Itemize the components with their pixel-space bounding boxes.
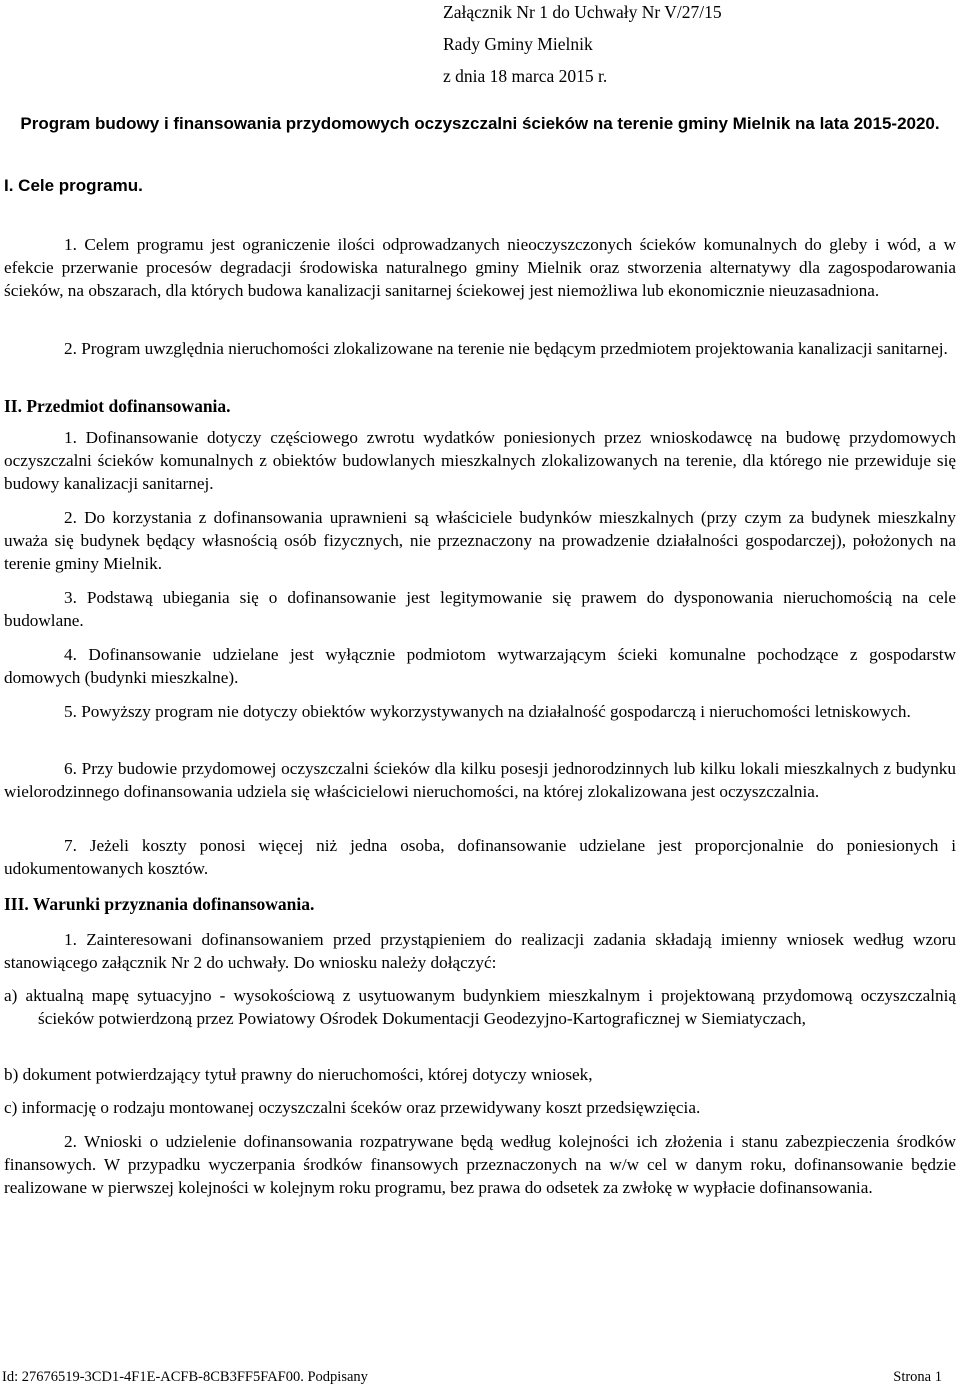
section-3-paragraph-1: 1. Zainteresowani dofinansowaniem przed przystąpieniem do realizacji zadania składają imienny wniosek według wzoru stanowiącego załącznik Nr 2 do uchwały. Do wniosku należy dołączyć: xyxy=(4,930,956,972)
section-2-heading: II. Przedmiot dofinansowania. xyxy=(4,396,231,416)
section-1-paragraph-1: 1. Celem programu jest ograniczenie ilości odprowadzanych nieoczyszczonych ścieków komunalnych do gleby i wód, a w efekcie przerwanie procesów degradacji środowiska naturalnego gminy Mielnik oraz stworzenia alternatywy dla zagospodarowania ścieków, na obszarach, dla których budowa kanalizacji sanitarnej ściekowej jest niemożliwa lub ekonomicznie nieuzasadniona. xyxy=(4,235,956,300)
requirement-item-a: a) aktualną mapę sytuacyjno - wysokościową z usytuowanym budynkiem mieszkalnym i projektowaną przydomową oczyszczalnią ścieków potwierdzoną przez Powiatowy Ośrodek Dokumentacji Geodezyjno-Kartograficznej w Siemiatyczach, xyxy=(4,986,956,1028)
section-1-heading: I. Cele programu. xyxy=(4,176,143,195)
section-2-paragraph-4: 4. Dofinansowanie udzielane jest wyłącznie podmiotom wytwarzającym ścieki komunalne pochodzące z gospodarstw domowych (budynki mieszkalne). xyxy=(4,645,956,687)
document-title: Program budowy i finansowania przydomowych oczyszczalni ścieków na terenie gminy Mielnik na lata 2015-2020. xyxy=(20,114,940,133)
section-2-paragraph-2: 2. Do korzystania z dofinansowania uprawnieni są właściciele budynków mieszkalnych (przy czym za budynek mieszkalny uważa się budynek będący własnością osób fizycznych, nie przeznaczony na prowadzenie działalności gospodarczej), położonych na terenie gminy Mielnik. xyxy=(4,508,956,573)
requirement-item-b: b) dokument potwierdzający tytuł prawny do nieruchomości, której dotyczy wniosek, xyxy=(4,1065,593,1084)
section-2-paragraph-6: 6. Przy budowie przydomowej oczyszczalni ścieków dla kilku posesji jednorodzinnych lub kilku lokali mieszkalnych z budynku wielorodzinnego dofinansowania udziela się właścicielowi nieruchomości, na której zlokalizowana jest oczyszczalnia. xyxy=(4,759,956,801)
section-2-paragraph-5: 5. Powyższy program nie dotyczy obiektów wykorzystywanych na działalność gospodarczą i nieruchomości letniskowych. xyxy=(64,702,911,721)
section-3-heading: III. Warunki przyznania dofinansowania. xyxy=(4,894,315,914)
document-id: Id: 27676519-3CD1-4F1E-ACFB-8CB3FF5FAF00. Podpisany xyxy=(2,1369,368,1385)
page-number: Strona 1 xyxy=(893,1369,942,1385)
section-2-paragraph-7: 7. Jeżeli koszty ponosi więcej niż jedna osoba, dofinansowanie udzielane jest proporcjonalnie do poniesionych i udokumentowanych kosztów. xyxy=(4,836,956,878)
section-1-paragraph-2: 2. Program uwzględnia nieruchomości zlokalizowane na terenie nie będącym przedmiotem projektowania kanalizacji sanitarnej. xyxy=(64,339,948,358)
attachment-line: Załącznik Nr 1 do Uchwały Nr V/27/15 xyxy=(443,2,722,22)
section-2-paragraph-1: 1. Dofinansowanie dotyczy częściowego zwrotu wydatków poniesionych przez wnioskodawcę na budowę przydomowych oczyszczalni ścieków komunalnych z obiektów budowlanych mieszkalnych zlokalizowanych na terenie, dla którego nie przewiduje się budowy kanalizacji sanitarnej. xyxy=(4,428,956,493)
section-3-paragraph-2: 2. Wnioski o udzielenie dofinansowania rozpatrywane będą według kolejności ich złożenia i stanu zabezpieczenia środków finansowych. W przypadku wyczerpania środków finansowych przeznaczonych na w/w cel w danym roku, dofinansowanie będzie realizowane w pierwszej kolejności w kolejnym roku programu, bez prawa do odsetek za zwłokę w wypłacie dofinansowania. xyxy=(4,1132,956,1197)
section-2-paragraph-3: 3. Podstawą ubiegania się o dofinansowanie jest legitymowanie się prawem do dysponowania nieruchomością na cele budowlane. xyxy=(4,588,956,630)
requirement-item-c: c) informację o rodzaju montowanej oczyszczalni śceków oraz przewidywany koszt przedsięwzięcia. xyxy=(4,1098,701,1117)
date-line: z dnia 18 marca 2015 r. xyxy=(443,66,608,86)
council-line: Rady Gminy Mielnik xyxy=(443,34,593,54)
